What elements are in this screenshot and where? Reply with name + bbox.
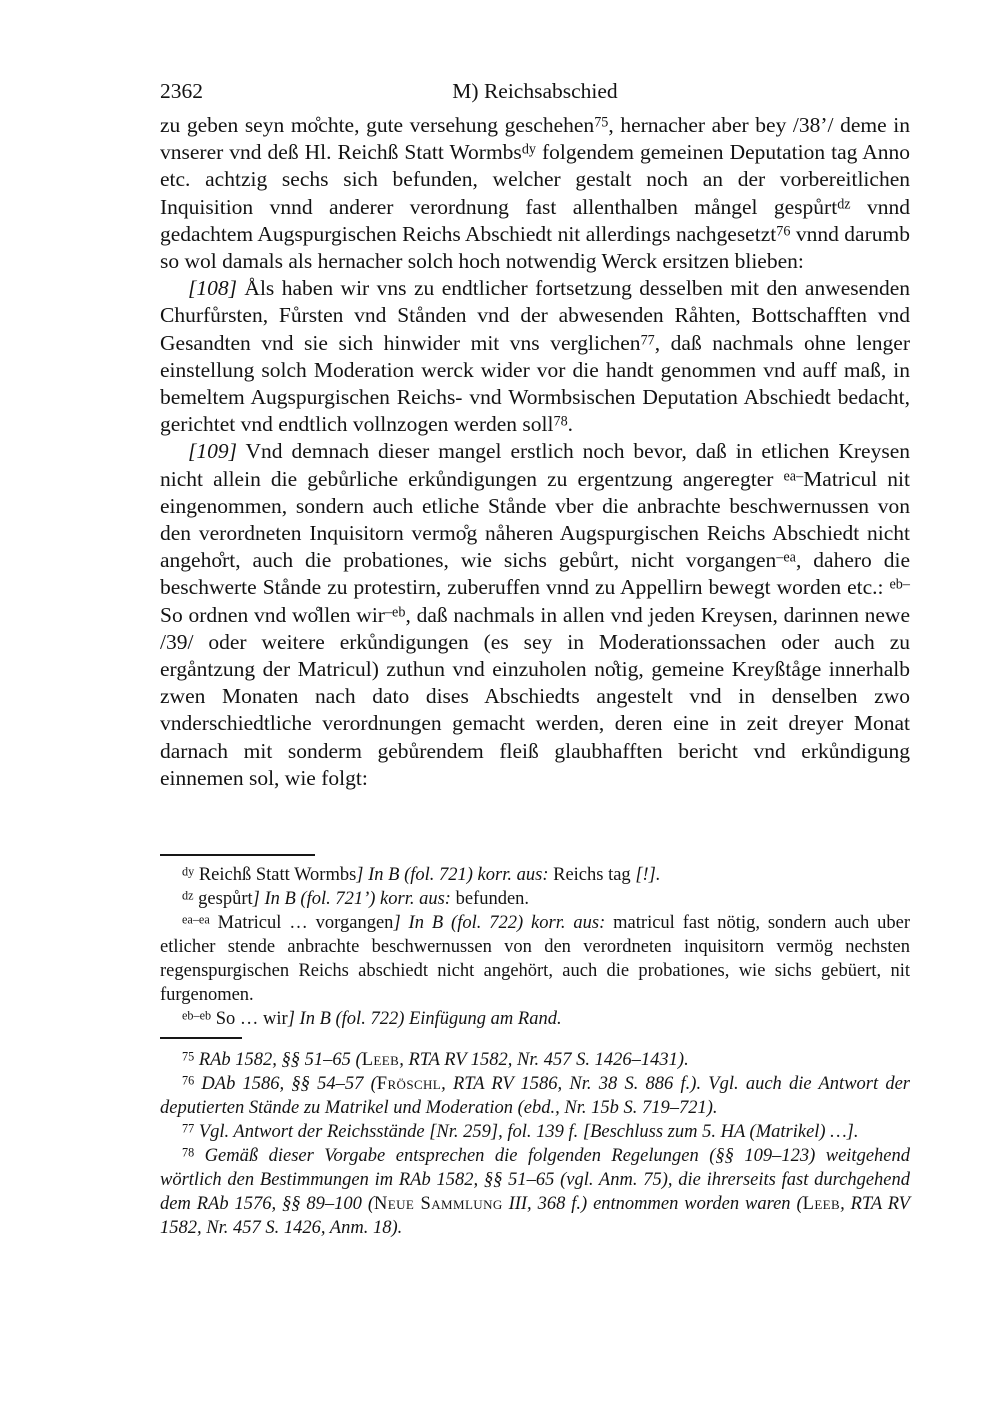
text-run: 75	[182, 1049, 195, 1064]
footnote-76	[160, 1072, 910, 1120]
text-run: ] In B (fol. 722) korr. aus:	[393, 913, 606, 934]
text-run: Leeb	[802, 1194, 841, 1215]
text-run: –eb	[384, 604, 406, 621]
text-run: ea–	[783, 468, 804, 485]
text-run: vnnd gedachtem Augspurgischen Reichs Abschiedt nit allerdings nachgesetzt	[160, 194, 910, 246]
text-run: , RTA RV 1586, Nr. 38 S. 886 f.). Vgl. auch die Antwort der deputierten Stände zu Matrikel und Moderation (ebd., Nr. 15b S. 719–721).	[160, 1074, 910, 1119]
apparatus-separator-rule	[160, 854, 315, 856]
running-head: M) Reichsabschied	[452, 79, 618, 103]
apparatus-entry-eb	[160, 1007, 910, 1031]
text-run: 76	[776, 223, 791, 240]
main-text	[160, 112, 910, 792]
text-run: dy	[182, 864, 195, 879]
text-run: DAb 1586, §§ 54–57 (	[194, 1074, 377, 1095]
text-run: Vnd demnach dieser mangel erstlich noch bevor, daß in etlichen Kreysen nicht allein die gebůrliche erkůndigungen zu ergentzung angeregter	[160, 439, 910, 491]
text-run: folgendem gemeinen Deputation tag Anno etc. achtzig sechs sich befunden, welcher gestalt noch an der vorbereitlichen Inquisition vnnd anderer verordnung fast allenthalben mångel gespůrt	[160, 140, 910, 219]
footnote-77	[160, 1120, 910, 1144]
text-run: matricul fast nötig, sondern auch uber etlicher stende anbrachte beschwernussen von den verordneten inquisitorn vermög nechsten regenspurgischen Reichs abschiedt nicht angehört, auch die probationes, wie sichs gebüert, nit furgenomen.	[160, 913, 911, 1006]
body-paragraph-109	[160, 438, 910, 792]
footnote-separator-rule	[160, 1037, 242, 1039]
text-run: 78	[182, 1145, 195, 1160]
text-run: [!].	[635, 865, 661, 886]
apparatus-entry-ea	[160, 911, 910, 1007]
text-run: RAb 1582, §§ 51–65 (	[194, 1050, 362, 1071]
body-paragraph-108	[160, 275, 910, 438]
text-run: eb–	[889, 577, 910, 594]
text-run: Åls haben wir vns zu endtlicher fortsetzung desselben mit den anwesenden Churfůrsten, Fůrsten vnd Stånden vnd der abwesenden Råhten, Bottschafften vnd Gesandten vnd sie sich hinwider mit vns verglichen	[160, 276, 910, 355]
text-run: , daß nachmals in allen vnd jeden Kreysen, darinnen newe /39/ oder weitere erkůndigungen (es sey in Moderationssachen oder auch zu ergåntzung der Matricul) zuthun vnd einzuholen no̊tig, gemeine Kreyßtåge innerhalb zwen Monaten nach dato dises Abschiedts angestelt vnd in denselben zwo vnderschiedtliche verordnungen gemacht werden, deren eine in zeit dreyer Monat darnach mit sonderm gebůrendem fleiß glaubhafften bericht vnd erkůndigung einnemen sol, wie folgt:	[160, 602, 910, 790]
text-run: So ordnen vnd wo̊llen wir	[160, 602, 385, 627]
text-run: ea–ea	[182, 912, 210, 927]
text-run: vnnd darumb so wol damals als hernacher solch hoch notwendig Werck ersitzen blieben:	[160, 221, 910, 274]
text-run: Vgl. Antwort der Reichsstände [Nr. 259], fol. 139 f. [Beschluss zum 5. HA (Matrikel) …].	[194, 1122, 859, 1143]
text-run: , daß nachmals ohne lenger einstellung solch Moderation werck wider vor die handt genommen vnd auff maß, in bemeltem Augspurgischen Reichs- vnd Wormbsischen Deputation Abschiedt bedacht, gerichtet vnd endtlich vollnzogen werden soll	[160, 330, 911, 437]
text-run: 77	[640, 332, 655, 349]
text-run: 78	[553, 413, 568, 430]
text-run: , hernacher aber bey /38’/ deme in vnserer vnd deß Hl. Reichß Statt Wormbs	[160, 113, 910, 165]
text-run: Gemäß dieser Vorgabe entsprechen die folgenden Regelungen (§§ 109–123) weitgehend wörtlich den Bestimmungen im RAb 1582, §§ 51–65 (vgl. Anm. 75), die ihrerseits fast durchgehend dem RAb 1576, §§ 89–100 (	[160, 1146, 910, 1215]
footnote-78	[160, 1144, 910, 1240]
text-run: [109]	[188, 439, 237, 464]
text-run: Matricul nit eingenommen, sondern auch etliche Stånde vber die anbrachte beschwernussen von den verordneten Inquisitorn vermo̊g nåheren Augspurgischen Reichs Abschiedt nicht angeho̊rt, auch die probationes, wie sichs gebůrt, nicht vorgangen	[160, 466, 910, 573]
text-run: 75	[594, 114, 609, 131]
body-paragraph-continuation	[160, 112, 910, 275]
text-run: befunden.	[450, 889, 530, 910]
text-run: zu geben seyn mo̊chte, gute versehung geschehen	[160, 113, 595, 137]
text-run: Fröschl	[376, 1074, 442, 1095]
text-run: dy	[521, 141, 536, 158]
apparatus-entry-dz	[160, 887, 910, 911]
text-run: ] In B (fol. 722) Einfügung am Rand.	[287, 1009, 562, 1030]
text-run: 76	[182, 1073, 195, 1088]
text-run: ] In B (fol. 721’) korr. aus:	[252, 889, 451, 910]
text-run: Neue Sammlung	[374, 1194, 503, 1215]
text-run: ] In B (fol. 721) korr. aus:	[356, 865, 549, 886]
text-run: eb–eb	[182, 1008, 212, 1023]
text-run: Matricul … vorgangen	[209, 913, 394, 934]
text-run: , RTA RV 1582, Nr. 457 S. 1426, Anm. 18).	[160, 1194, 910, 1239]
text-run: 77	[182, 1121, 195, 1136]
text-run: Reichß Statt Wormbs	[194, 865, 357, 886]
text-run: , RTA RV 1582, Nr. 457 S. 1426–1431).	[399, 1050, 689, 1071]
text-run: dz	[837, 196, 851, 213]
apparatus-entry-dy	[160, 863, 910, 887]
text-run: [108]	[188, 276, 237, 301]
text-run: .	[567, 412, 574, 437]
text-run: Reichs tag	[548, 865, 636, 886]
footnotes	[160, 1048, 910, 1240]
text-run: III, 368 f.) entnommen worden waren (	[502, 1194, 803, 1215]
footnote-75	[160, 1048, 910, 1072]
text-run: –ea	[776, 549, 796, 566]
text-run: Leeb	[361, 1050, 400, 1071]
critical-apparatus	[160, 863, 910, 1031]
text-run: So … wir	[211, 1009, 288, 1030]
text-run: dz	[182, 888, 194, 903]
page-number: 2362	[160, 79, 203, 103]
text-run: , dahero die beschwerte Stånde zu protestirn, zuberuffen vnnd zu Appellirn bewegt worden etc.:	[160, 548, 910, 600]
page-header	[160, 78, 910, 104]
text-run: gespůrt	[193, 889, 253, 910]
